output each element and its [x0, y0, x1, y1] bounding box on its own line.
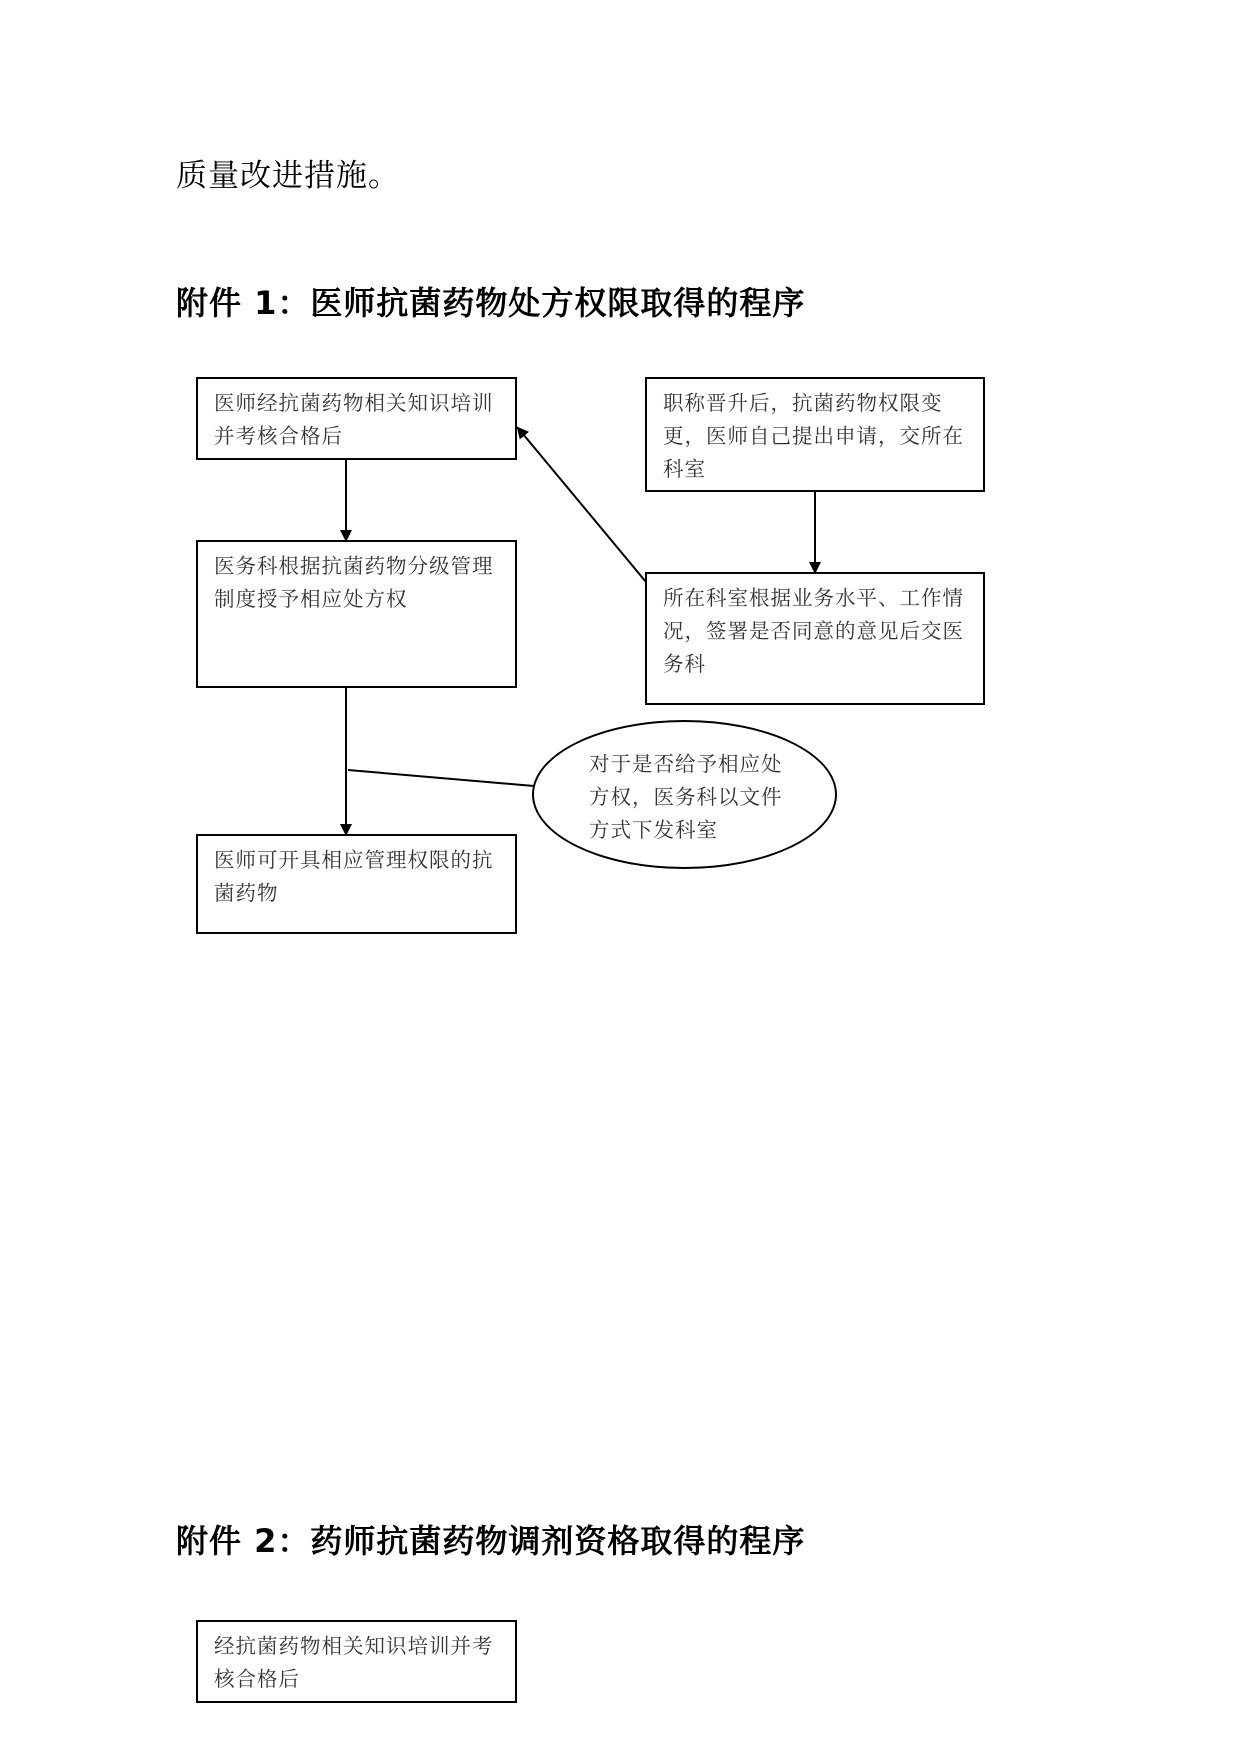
- appendix2-title: 附件 2：药师抗菌药物调剂资格取得的程序: [176, 1522, 806, 1560]
- box-title-promotion-text: 职称晋升后，抗菌药物权限变更，医师自己提出申请，交所在科室: [663, 391, 964, 481]
- intro-text: 质量改进措施。: [176, 158, 400, 194]
- box-medical-dept-grant: [196, 540, 517, 688]
- box-doctor-training-text: 医师经抗菌药物相关知识培训并考核合格后: [214, 391, 494, 448]
- line-note-to-flow: [348, 770, 534, 786]
- ellipse-notice: [532, 720, 837, 869]
- box-prescribe-result: [196, 834, 517, 934]
- box-department-review: [645, 572, 985, 705]
- ellipse-notice-text: 对于是否给予相应处方权，医务科以文件方式下发科室: [589, 752, 783, 842]
- box-pharmacist-training: [196, 1620, 517, 1703]
- box-doctor-training: [196, 377, 517, 460]
- box-department-review-text: 所在科室根据业务水平、工作情况，签署是否同意的意见后交医务科: [663, 586, 964, 676]
- appendix1-title: 附件 1：医师抗菌药物处方权限取得的程序: [176, 284, 806, 322]
- box-prescribe-result-text: 医师可开具相应管理权限的抗菌药物: [214, 848, 494, 905]
- box-medical-dept-grant-text: 医务科根据抗菌药物分级管理制度授予相应处方权: [214, 554, 494, 611]
- box-pharmacist-training-text: 经抗菌药物相关知识培训并考核合格后: [214, 1634, 494, 1691]
- arrow-department-to-training: [518, 428, 646, 582]
- box-title-promotion: [645, 377, 985, 492]
